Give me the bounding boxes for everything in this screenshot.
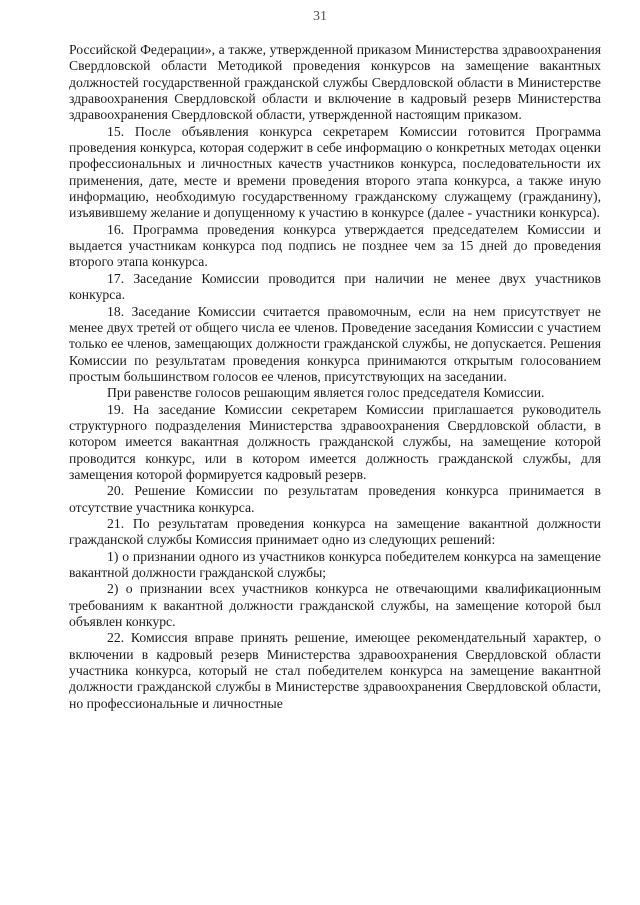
paragraph-21-item-1: 1) о признании одного из участников конкурса победителем конкурса на замещение вакантной должности гражданской службы; <box>69 548 601 580</box>
paragraph-18-tie-vote: При равенстве голосов решающим является голос председателя Комиссии. <box>107 385 545 401</box>
paragraph-continuation: Российской Федерации», а также, утвержденной приказом Министерства здравоохранения Свердловской области Методикой проведения конкурсов на замещение вакантных должностей государственной гражданской службы Свердловской области в Министерстве здравоохранения Свердловской области и включение в кадровый резерв Министерства здравоохранения Свердловской области, утвержденной настоящим приказом. <box>69 42 601 123</box>
paragraph-16: 16. Программа проведения конкурса утверждается председателем Комиссии и выдается участникам конкурса под подпись не позднее чем за 15 дней до проведения второго этапа конкурса. <box>69 221 601 270</box>
paragraph-20: 20. Решение Комиссии по результатам проведения конкурса принимается в отсутствие участника конкурса. <box>69 483 601 515</box>
paragraph-15: 15. После объявления конкурса секретарем Комиссии готовится Программа проведения конкурса, которая содержит в себе информацию о конкретных методах оценки профессиональных и личностных качеств участников конкурса, последовательности их применения, дате, месте и времени проведения второго этапа конкурса, а также иную информацию, необходимую государственному гражданскому служащему (гражданину), изъявившему желание и допущенному к участию в конкурсе (далее - участники конкурса). <box>69 123 601 221</box>
paragraph-18: 18. Заседание Комиссии считается правомочным, если на нем присутствует не менее двух третей от общего числа ее членов. Проведение заседания Комиссии с участием только ее членов, замещающих должности гражданской службы, не допускается. Решения Комиссии по результатам проведения конкурса принимаются открытым голосованием простым большинством голосов ее членов, присутствующих на заседании. <box>69 303 601 384</box>
paragraph-19: 19. На заседание Комиссии секретарем Комиссии приглашается руководитель структурного подразделения Министерства здравоохранения Свердловской области, в котором имеется вакантная должность гражданской службы, на замещение которой проводится конкурс, или в котором имеется должность гражданской службы, для замещения которой формируется кадровый резерв. <box>69 401 601 482</box>
page-number: 31 <box>313 9 327 24</box>
paragraph-21: 21. По результатам проведения конкурса на замещение вакантной должности гражданской службы Комиссия принимает одно из следующих решений: <box>69 515 601 548</box>
document-body <box>69 42 601 712</box>
paragraph-22: 22. Комиссия вправе принять решение, имеющее рекомендательный характер, о включении в кадровый резерв Министерства здравоохранения Свердловской области участника конкурса, который не стал победителем конкурса на замещение вакантной должности гражданской службы в Министерстве здравоохранения Свердловской области, но профессиональные и личностные <box>69 630 601 711</box>
paragraph-21-item-2: 2) о признании всех участников конкурса не отвечающими квалификационным требованиям к вакантной должности гражданской службы, на замещение которой был объявлен конкурс. <box>69 581 601 630</box>
paragraph-17: 17. Заседание Комиссии проводится при наличии не менее двух участников конкурса. <box>69 270 601 303</box>
